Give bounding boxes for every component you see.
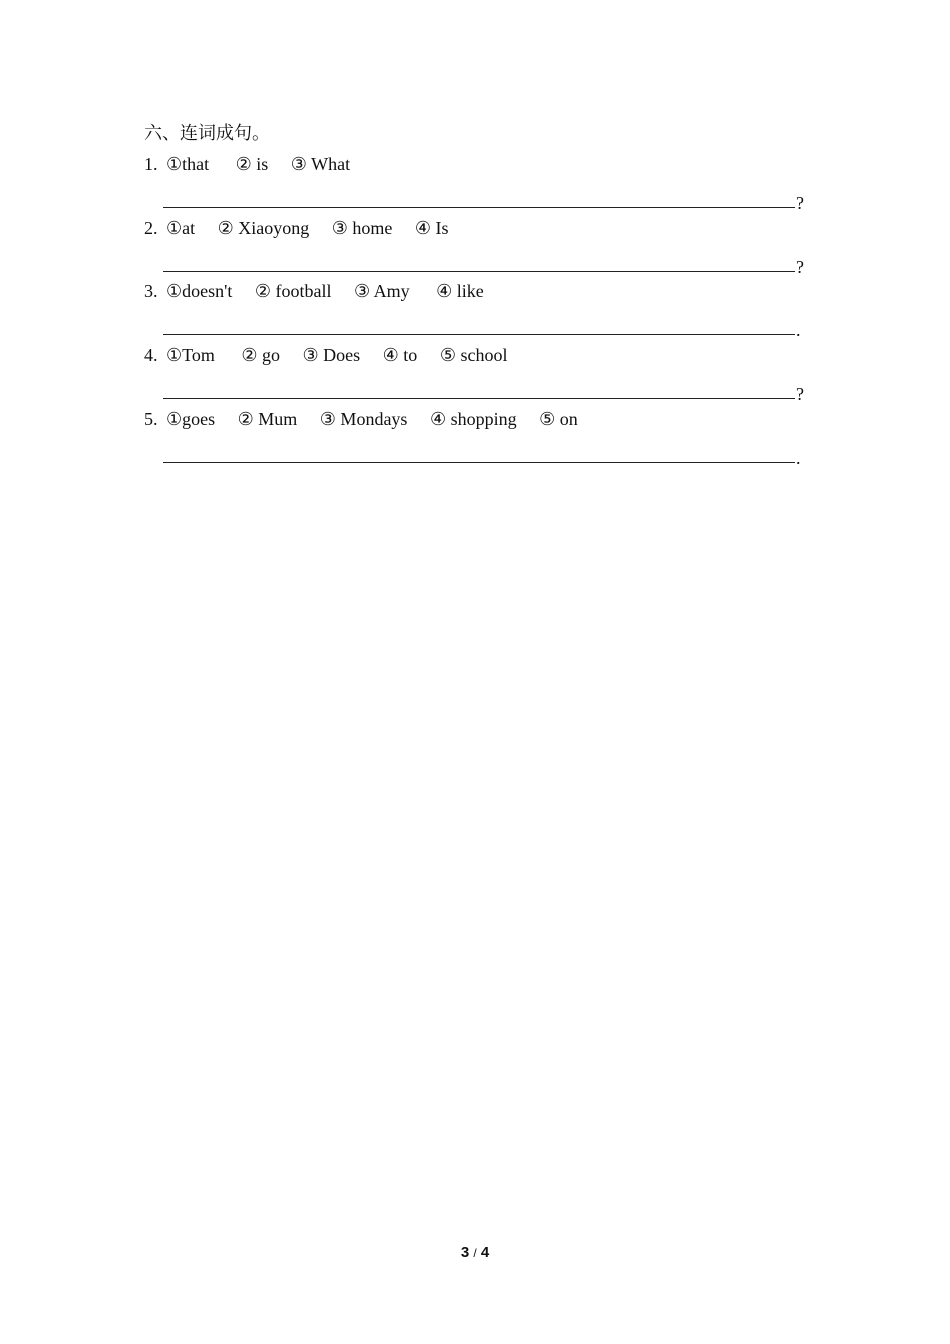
word-option: ③ Amy xyxy=(354,281,410,301)
question-words xyxy=(144,343,824,367)
word-option: ④ to xyxy=(382,345,418,365)
answer-row[interactable] xyxy=(144,311,824,343)
end-punctuation: . xyxy=(796,320,801,340)
question-4 xyxy=(144,343,824,407)
question-words xyxy=(144,407,824,431)
word-option: ② Xiaoyong xyxy=(217,218,310,238)
section-title: 六、连词成句。 xyxy=(144,123,270,143)
question-number: 5. xyxy=(144,409,158,429)
answer-blank-line[interactable] xyxy=(163,334,795,335)
word-option: ③ Does xyxy=(302,345,361,365)
current-page: 3 xyxy=(460,1244,470,1261)
question-words xyxy=(144,152,824,176)
answer-row[interactable] xyxy=(144,375,824,407)
total-pages: 4 xyxy=(480,1244,490,1261)
word-option: ③ home xyxy=(331,218,393,238)
word-option: ② Mum xyxy=(237,409,298,429)
word-option: ⑤ on xyxy=(539,409,578,429)
word-option: ③ Mondays xyxy=(319,409,408,429)
word-option: ①at xyxy=(166,218,196,238)
word-option: ② football xyxy=(254,281,332,301)
word-option: ①goes xyxy=(166,409,216,429)
word-option: ⑤ school xyxy=(439,345,508,365)
end-punctuation: . xyxy=(796,448,801,468)
answer-blank-line[interactable] xyxy=(163,207,795,208)
word-option: ④ Is xyxy=(414,218,449,238)
answer-row[interactable] xyxy=(144,439,824,471)
question-3 xyxy=(144,279,824,343)
answer-blank-line[interactable] xyxy=(163,271,795,272)
answer-row[interactable] xyxy=(144,248,824,280)
question-words xyxy=(144,279,824,303)
word-option: ①Tom xyxy=(166,345,215,365)
answer-blank-line[interactable] xyxy=(163,398,795,399)
word-option: ④ like xyxy=(436,281,484,301)
question-5 xyxy=(144,407,824,471)
question-number: 1. xyxy=(144,154,158,174)
word-option: ② go xyxy=(241,345,281,365)
question-words xyxy=(144,216,824,240)
end-punctuation: ? xyxy=(796,384,804,404)
answer-blank-line[interactable] xyxy=(163,462,795,463)
end-punctuation: ? xyxy=(796,257,804,277)
word-option: ③ What xyxy=(290,154,351,174)
page-number xyxy=(0,1243,950,1263)
word-option: ④ shopping xyxy=(429,409,517,429)
question-number: 2. xyxy=(144,218,158,238)
question-number: 3. xyxy=(144,281,158,301)
question-number: 4. xyxy=(144,345,158,365)
page-separator: / xyxy=(473,1246,477,1260)
word-option: ② is xyxy=(235,154,269,174)
question-1 xyxy=(144,152,824,216)
word-option: ①that xyxy=(166,154,210,174)
word-option: ①doesn't xyxy=(166,281,233,301)
end-punctuation: ? xyxy=(796,193,804,213)
question-2 xyxy=(144,216,824,280)
answer-row[interactable] xyxy=(144,184,824,216)
